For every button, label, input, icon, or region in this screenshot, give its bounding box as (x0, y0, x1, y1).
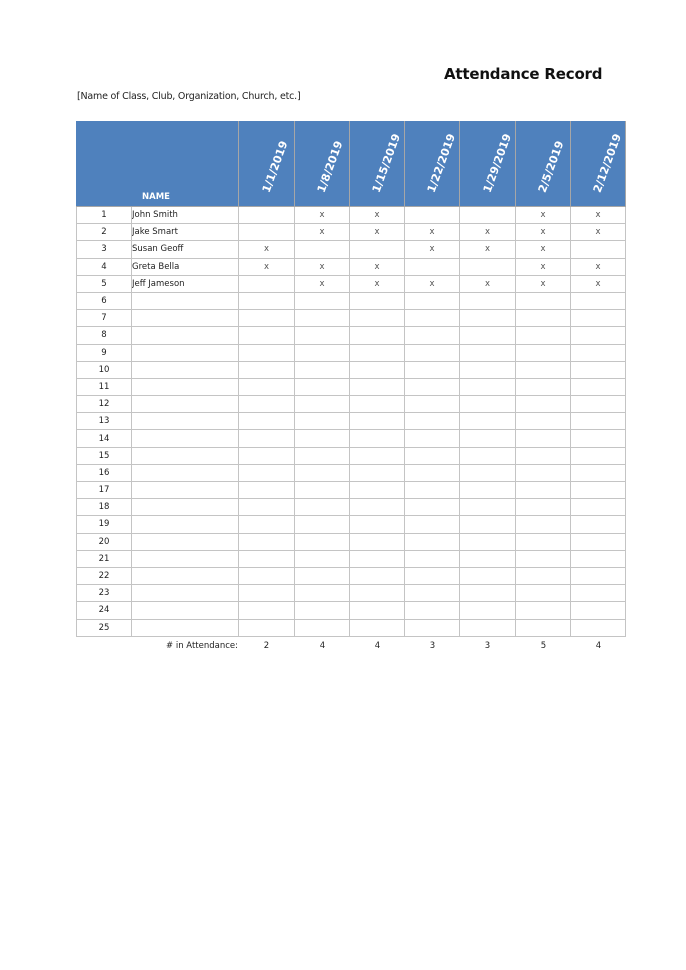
attendance-mark-cell[interactable] (571, 533, 626, 550)
table-row (77, 241, 626, 258)
attendance-mark-cell[interactable] (516, 447, 571, 464)
attendance-mark-cell[interactable] (295, 533, 350, 550)
member-name-cell[interactable] (132, 464, 239, 481)
total-date-2: 4 (319, 641, 326, 651)
member-name-cell[interactable] (132, 516, 239, 533)
row-number[interactable]: 22 (77, 567, 132, 584)
member-name-cell[interactable] (132, 292, 239, 309)
member-name-cell[interactable] (132, 585, 239, 602)
header-date-4: 1/22/2019 (405, 122, 460, 207)
attendance-mark-cell[interactable] (405, 447, 460, 464)
attendance-mark-cell[interactable] (516, 430, 571, 447)
attendance-mark-cell[interactable]: x (571, 207, 626, 224)
attendance-mark-cell[interactable] (350, 430, 405, 447)
header-number (77, 122, 132, 207)
attendance-mark-cell[interactable] (350, 482, 405, 499)
attendance-mark-cell[interactable] (239, 430, 295, 447)
attendance-mark-cell[interactable] (571, 464, 626, 481)
attendance-mark-cell[interactable] (350, 361, 405, 378)
attendance-mark-cell[interactable] (295, 396, 350, 413)
attendance-mark-cell[interactable] (350, 292, 405, 309)
attendance-mark-cell[interactable] (460, 258, 516, 275)
attendance-mark-cell[interactable] (350, 447, 405, 464)
attendance-mark-cell[interactable] (295, 241, 350, 258)
attendance-mark-cell[interactable] (350, 567, 405, 584)
member-name-cell[interactable] (132, 567, 239, 584)
attendance-mark-cell[interactable]: x (516, 258, 571, 275)
table-row (77, 292, 626, 309)
attendance-mark-cell[interactable] (295, 585, 350, 602)
attendance-mark-cell[interactable] (295, 602, 350, 619)
attendance-mark-cell[interactable] (295, 516, 350, 533)
table-row (77, 619, 626, 636)
member-name-cell[interactable]: John Smith (132, 207, 239, 224)
table-row (77, 602, 626, 619)
attendance-mark-cell[interactable] (239, 550, 295, 567)
table-row (77, 378, 626, 395)
attendance-mark-cell[interactable] (405, 567, 460, 584)
attendance-mark-cell[interactable]: x (460, 241, 516, 258)
attendance-mark-cell[interactable]: x (516, 207, 571, 224)
attendance-mark-cell[interactable]: x (295, 275, 350, 292)
attendance-mark-cell[interactable] (516, 567, 571, 584)
attendance-mark-cell[interactable] (295, 310, 350, 327)
table-row (77, 464, 626, 481)
document-title: Attendance Record (444, 65, 603, 83)
attendance-totals-label: # in Attendance: (166, 641, 238, 651)
attendance-mark-cell[interactable] (460, 292, 516, 309)
attendance-mark-cell[interactable] (239, 413, 295, 430)
attendance-mark-cell[interactable] (460, 447, 516, 464)
member-name-cell[interactable] (132, 396, 239, 413)
attendance-mark-cell[interactable] (350, 499, 405, 516)
member-name-cell[interactable] (132, 413, 239, 430)
attendance-mark-cell[interactable]: x (516, 275, 571, 292)
attendance-mark-cell[interactable] (516, 464, 571, 481)
row-number[interactable]: 21 (77, 550, 132, 567)
attendance-mark-cell[interactable] (295, 550, 350, 567)
table-row (77, 550, 626, 567)
attendance-mark-cell[interactable]: x (405, 224, 460, 241)
row-number[interactable]: 6 (77, 292, 132, 309)
attendance-mark-cell[interactable] (405, 378, 460, 395)
attendance-mark-cell[interactable] (350, 378, 405, 395)
attendance-mark-cell[interactable] (295, 430, 350, 447)
row-number[interactable]: 7 (77, 310, 132, 327)
attendance-mark-cell[interactable] (460, 533, 516, 550)
table-row (77, 585, 626, 602)
attendance-mark-cell[interactable] (350, 327, 405, 344)
attendance-mark-cell[interactable] (516, 344, 571, 361)
attendance-mark-cell[interactable] (350, 344, 405, 361)
row-number[interactable]: 20 (77, 533, 132, 550)
attendance-mark-cell[interactable] (571, 310, 626, 327)
attendance-mark-cell[interactable] (516, 499, 571, 516)
attendance-mark-cell[interactable] (460, 361, 516, 378)
attendance-mark-cell[interactable] (405, 361, 460, 378)
attendance-mark-cell[interactable] (516, 602, 571, 619)
attendance-mark-cell[interactable] (460, 413, 516, 430)
attendance-mark-cell[interactable] (405, 327, 460, 344)
attendance-mark-cell[interactable] (460, 499, 516, 516)
table-row (77, 310, 626, 327)
attendance-mark-cell[interactable] (460, 396, 516, 413)
attendance-mark-cell[interactable] (295, 499, 350, 516)
member-name-cell[interactable]: Susan Geoff (132, 241, 239, 258)
attendance-mark-cell[interactable] (516, 361, 571, 378)
row-number[interactable]: 25 (77, 619, 132, 636)
attendance-mark-cell[interactable] (460, 550, 516, 567)
attendance-mark-cell[interactable] (516, 292, 571, 309)
attendance-mark-cell[interactable] (239, 516, 295, 533)
row-number[interactable]: 8 (77, 327, 132, 344)
attendance-mark-cell[interactable] (460, 430, 516, 447)
header-date-3: 1/15/2019 (350, 122, 405, 207)
attendance-mark-cell[interactable] (460, 344, 516, 361)
table-row (77, 413, 626, 430)
attendance-mark-cell[interactable] (516, 396, 571, 413)
member-name-cell[interactable] (132, 447, 239, 464)
attendance-mark-cell[interactable] (571, 619, 626, 636)
table-row (77, 258, 626, 275)
row-number[interactable]: 17 (77, 482, 132, 499)
table-row (77, 396, 626, 413)
attendance-mark-cell[interactable] (295, 292, 350, 309)
attendance-mark-cell[interactable] (239, 499, 295, 516)
member-name-cell[interactable]: Greta Bella (132, 258, 239, 275)
member-name-cell[interactable]: Jeff Jameson (132, 275, 239, 292)
member-name-cell[interactable] (132, 378, 239, 395)
attendance-mark-cell[interactable] (405, 310, 460, 327)
attendance-mark-cell[interactable] (405, 344, 460, 361)
attendance-mark-cell[interactable] (350, 396, 405, 413)
attendance-mark-cell[interactable] (516, 482, 571, 499)
attendance-mark-cell[interactable]: x (460, 224, 516, 241)
attendance-mark-cell[interactable] (350, 602, 405, 619)
attendance-mark-cell[interactable] (350, 241, 405, 258)
total-date-5: 3 (484, 641, 491, 651)
attendance-mark-cell[interactable] (239, 602, 295, 619)
attendance-mark-cell[interactable]: x (460, 275, 516, 292)
member-name-cell[interactable] (132, 482, 239, 499)
member-name-cell[interactable] (132, 344, 239, 361)
attendance-mark-cell[interactable] (571, 499, 626, 516)
row-number[interactable]: 4 (77, 258, 132, 275)
attendance-mark-cell[interactable]: x (571, 275, 626, 292)
row-number[interactable]: 2 (77, 224, 132, 241)
attendance-mark-cell[interactable] (239, 207, 295, 224)
attendance-mark-cell[interactable] (405, 550, 460, 567)
attendance-mark-cell[interactable] (405, 619, 460, 636)
attendance-mark-cell[interactable] (405, 292, 460, 309)
attendance-mark-cell[interactable] (571, 413, 626, 430)
attendance-mark-cell[interactable]: x (239, 258, 295, 275)
member-name-cell[interactable] (132, 550, 239, 567)
row-number[interactable]: 14 (77, 430, 132, 447)
header-date-5: 1/29/2019 (460, 122, 516, 207)
attendance-mark-cell[interactable] (516, 378, 571, 395)
attendance-mark-cell[interactable] (516, 516, 571, 533)
table-row (77, 361, 626, 378)
attendance-mark-cell[interactable] (460, 602, 516, 619)
attendance-mark-cell[interactable] (295, 413, 350, 430)
attendance-mark-cell[interactable] (405, 482, 460, 499)
attendance-mark-cell[interactable] (571, 585, 626, 602)
attendance-mark-cell[interactable] (571, 378, 626, 395)
total-date-7: 4 (595, 641, 602, 651)
attendance-mark-cell[interactable]: x (295, 258, 350, 275)
member-name-cell[interactable] (132, 327, 239, 344)
attendance-mark-cell[interactable]: x (350, 258, 405, 275)
table-row (77, 275, 626, 292)
table-row (77, 499, 626, 516)
total-date-6: 5 (540, 641, 547, 651)
attendance-mark-cell[interactable] (460, 207, 516, 224)
attendance-mark-cell[interactable] (460, 482, 516, 499)
attendance-mark-cell[interactable] (239, 327, 295, 344)
attendance-mark-cell[interactable] (350, 464, 405, 481)
total-date-4: 3 (429, 641, 436, 651)
attendance-mark-cell[interactable] (239, 275, 295, 292)
attendance-mark-cell[interactable] (460, 327, 516, 344)
attendance-mark-cell[interactable] (405, 413, 460, 430)
attendance-mark-cell[interactable] (405, 464, 460, 481)
attendance-mark-cell[interactable] (405, 258, 460, 275)
attendance-mark-cell[interactable] (295, 344, 350, 361)
attendance-mark-cell[interactable] (239, 378, 295, 395)
attendance-mark-cell[interactable] (405, 430, 460, 447)
attendance-mark-cell[interactable]: x (516, 241, 571, 258)
attendance-mark-cell[interactable] (460, 378, 516, 395)
attendance-mark-cell[interactable] (460, 464, 516, 481)
attendance-mark-cell[interactable] (460, 310, 516, 327)
attendance-mark-cell[interactable] (571, 361, 626, 378)
header-row (77, 122, 626, 207)
table-row (77, 327, 626, 344)
attendance-mark-cell[interactable] (350, 585, 405, 602)
member-name-cell[interactable] (132, 619, 239, 636)
attendance-mark-cell[interactable] (239, 533, 295, 550)
row-number[interactable]: 24 (77, 602, 132, 619)
row-number[interactable]: 1 (77, 207, 132, 224)
table-row (77, 567, 626, 584)
attendance-mark-cell[interactable] (350, 533, 405, 550)
attendance-mark-cell[interactable] (516, 550, 571, 567)
attendance-mark-cell[interactable] (405, 516, 460, 533)
row-number[interactable]: 13 (77, 413, 132, 430)
attendance-mark-cell[interactable]: x (571, 258, 626, 275)
attendance-mark-cell[interactable] (295, 619, 350, 636)
attendance-mark-cell[interactable] (516, 619, 571, 636)
attendance-mark-cell[interactable] (571, 292, 626, 309)
row-number[interactable]: 5 (77, 275, 132, 292)
header-date-7: 2/12/2019 (571, 122, 626, 207)
attendance-mark-cell[interactable] (460, 585, 516, 602)
member-name-cell[interactable] (132, 310, 239, 327)
attendance-mark-cell[interactable] (295, 447, 350, 464)
organization-name-placeholder[interactable]: [Name of Class, Club, Organization, Church, etc.] (77, 91, 301, 102)
attendance-mark-cell[interactable] (350, 550, 405, 567)
attendance-mark-cell[interactable]: x (295, 207, 350, 224)
attendance-table (76, 121, 626, 637)
table-row (77, 224, 626, 241)
attendance-mark-cell[interactable] (571, 344, 626, 361)
row-number[interactable]: 9 (77, 344, 132, 361)
attendance-mark-cell[interactable] (295, 327, 350, 344)
attendance-mark-cell[interactable]: x (350, 275, 405, 292)
attendance-mark-cell[interactable] (405, 207, 460, 224)
table-row (77, 430, 626, 447)
attendance-mark-cell[interactable] (571, 447, 626, 464)
attendance-mark-cell[interactable] (516, 585, 571, 602)
member-name-cell[interactable] (132, 533, 239, 550)
attendance-mark-cell[interactable] (571, 430, 626, 447)
row-number[interactable]: 23 (77, 585, 132, 602)
table-row (77, 482, 626, 499)
attendance-mark-cell[interactable] (295, 567, 350, 584)
attendance-mark-cell[interactable] (239, 447, 295, 464)
row-number[interactable]: 3 (77, 241, 132, 258)
attendance-mark-cell[interactable] (405, 396, 460, 413)
table-row (77, 516, 626, 533)
attendance-mark-cell[interactable] (571, 567, 626, 584)
row-number[interactable]: 11 (77, 378, 132, 395)
attendance-mark-cell[interactable] (295, 361, 350, 378)
attendance-mark-cell[interactable] (460, 567, 516, 584)
attendance-mark-cell[interactable] (295, 378, 350, 395)
attendance-mark-cell[interactable] (571, 602, 626, 619)
attendance-mark-cell[interactable] (350, 310, 405, 327)
attendance-mark-cell[interactable]: x (571, 224, 626, 241)
row-number[interactable]: 12 (77, 396, 132, 413)
header-name-label: NAME (142, 192, 170, 202)
attendance-mark-cell[interactable] (405, 585, 460, 602)
total-date-1: 2 (263, 641, 270, 651)
attendance-mark-cell[interactable] (516, 413, 571, 430)
attendance-mark-cell[interactable] (571, 482, 626, 499)
attendance-mark-cell[interactable] (571, 550, 626, 567)
attendance-mark-cell[interactable] (571, 241, 626, 258)
table-row (77, 533, 626, 550)
attendance-mark-cell[interactable] (239, 224, 295, 241)
member-name-cell[interactable] (132, 361, 239, 378)
table-row (77, 344, 626, 361)
attendance-mark-cell[interactable]: x (350, 224, 405, 241)
table-row (77, 207, 626, 224)
attendance-mark-cell[interactable] (295, 482, 350, 499)
header-name (132, 122, 239, 207)
attendance-mark-cell[interactable] (239, 344, 295, 361)
attendance-mark-cell[interactable]: x (516, 224, 571, 241)
attendance-mark-cell[interactable] (516, 310, 571, 327)
attendance-mark-cell[interactable] (516, 533, 571, 550)
row-number[interactable]: 16 (77, 464, 132, 481)
attendance-mark-cell[interactable] (405, 499, 460, 516)
attendance-mark-cell[interactable] (239, 585, 295, 602)
attendance-mark-cell[interactable] (571, 516, 626, 533)
attendance-mark-cell[interactable] (571, 327, 626, 344)
attendance-mark-cell[interactable]: x (295, 224, 350, 241)
attendance-mark-cell[interactable] (460, 516, 516, 533)
attendance-mark-cell[interactable] (239, 396, 295, 413)
member-name-cell[interactable]: Jake Smart (132, 224, 239, 241)
attendance-mark-cell[interactable] (405, 602, 460, 619)
total-date-3: 4 (374, 641, 381, 651)
row-number[interactable]: 19 (77, 516, 132, 533)
attendance-mark-cell[interactable] (571, 396, 626, 413)
attendance-mark-cell[interactable] (239, 567, 295, 584)
attendance-mark-cell[interactable] (239, 482, 295, 499)
attendance-mark-cell[interactable]: x (405, 241, 460, 258)
attendance-mark-cell[interactable] (350, 413, 405, 430)
attendance-mark-cell[interactable]: x (239, 241, 295, 258)
member-name-cell[interactable] (132, 499, 239, 516)
attendance-mark-cell[interactable] (239, 361, 295, 378)
attendance-mark-cell[interactable] (239, 464, 295, 481)
attendance-mark-cell[interactable] (460, 619, 516, 636)
member-name-cell[interactable] (132, 430, 239, 447)
attendance-mark-cell[interactable] (516, 327, 571, 344)
header-date-6: 2/5/2019 (516, 122, 571, 207)
attendance-mark-cell[interactable] (350, 619, 405, 636)
attendance-rows (77, 207, 626, 637)
header-date-1: 1/1/2019 (239, 122, 295, 207)
attendance-mark-cell[interactable] (350, 516, 405, 533)
attendance-mark-cell[interactable] (239, 292, 295, 309)
row-number[interactable]: 18 (77, 499, 132, 516)
row-number[interactable]: 10 (77, 361, 132, 378)
member-name-cell[interactable] (132, 602, 239, 619)
attendance-mark-cell[interactable] (239, 619, 295, 636)
attendance-mark-cell[interactable] (239, 310, 295, 327)
attendance-mark-cell[interactable] (405, 533, 460, 550)
attendance-mark-cell[interactable]: x (405, 275, 460, 292)
attendance-mark-cell[interactable]: x (350, 207, 405, 224)
attendance-mark-cell[interactable] (295, 464, 350, 481)
table-row (77, 447, 626, 464)
header-date-2: 1/8/2019 (295, 122, 350, 207)
row-number[interactable]: 15 (77, 447, 132, 464)
